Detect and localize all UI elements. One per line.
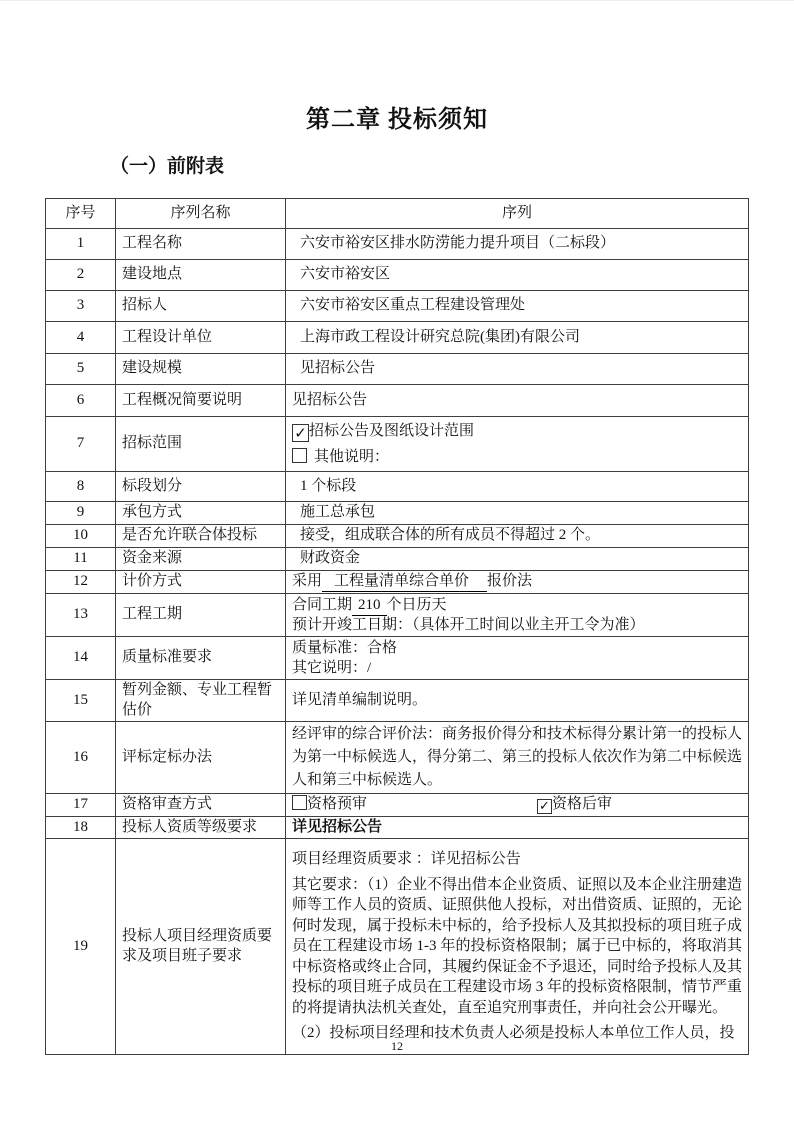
cell-name: 招标人 [116,291,286,322]
cell-no: 3 [46,291,116,322]
pm-qualification-line: 项目经理资质要求 ：详见招标公告 [292,851,521,868]
value-prefix: 合同工期 [292,597,353,613]
table-row-13 [46,594,749,637]
checkbox-unchecked-icon [292,448,307,463]
header-no: 序号 [46,199,116,229]
cell-value [286,417,749,472]
table-row-1 [46,229,749,260]
option-label: 招标公告及图纸设计范围 [309,423,475,439]
table-row-8 [46,472,749,502]
other-note-line: 其它说明：/ [292,660,372,676]
cell-name: 工程名称 [116,229,286,260]
option-label: 资格后审 [552,796,613,812]
cell-value: 财政资金 [286,548,749,571]
cell-value: 接受，组成联合体的所有成员不得超过 2 个。 [286,525,749,548]
cell-value: 见招标公告 [286,385,749,417]
table-row-9 [46,502,749,525]
cell-value: 见招标公告 [286,354,749,385]
table-row-11 [46,548,749,571]
cell-name: 标段划分 [116,472,286,502]
cell-no: 12 [46,570,116,594]
other-requirements-para: 其它要求：（1）企业不得出借本企业资质、证照以及本企业注册建造师等工作人员的资质、证照供他人投标，对出借资质、证照的，无论何时发现，属于投标未中标的，给予投标人及其拟投标的项目班子成员在工程建设市场 1-3 年的投标资格限制；属于已中标的，将取消其中标资格或终止合同，其履约保证金不予退还，同时给予投标人及其投标的项目班子成员在工程建设市场 3 年的投标资格限制，情节严重的将提请执法机关查处，直至追究刑事责任，并向社会公开曝光。 [292,876,743,1016]
checkbox-unchecked-icon [292,795,307,810]
cell-name: 工程设计单位 [116,322,286,354]
option-prequalification [292,795,537,815]
cell-no: 2 [46,260,116,291]
header-name: 序列名称 [116,199,286,229]
cell-no: 14 [46,637,116,680]
value-suffix: 报价法 [487,572,533,589]
cell-value: 六安市裕安区排水防涝能力提升项目（二标段） [286,229,749,260]
option-postqualification [537,795,612,815]
cell-no: 18 [46,816,116,839]
cell-name: 投标人项目经理资质要求及项目班子要求 [116,839,286,1055]
cell-no: 19 [46,839,116,1055]
cell-value: 1 个标段 [286,472,749,502]
cell-name: 计价方式 [116,570,286,594]
start-date-line: 预计开竣工日期：（具体开工时间以业主开工令为准） [292,617,645,633]
cell-value: 经评审的综合评价法：商务报价得分和技术标得分累计第一的投标人为第一中标候选人，得分第二、第三的投标人依次作为第二中标候选人和第三中标候选人。 [286,722,749,794]
table-header-row [46,199,749,229]
table-row-2 [46,260,749,291]
cell-value: 详见清单编制说明。 [286,680,749,722]
checkbox-checked-icon: ✓ [292,424,309,442]
cell-no: 16 [46,722,116,794]
option-unchecked-line [292,444,742,470]
table-row-14 [46,637,749,680]
table-row-17 [46,794,749,817]
cell-no: 15 [46,680,116,722]
requirement-2-para: （2）投标项目经理和技术负责人必须是投标人本单位工作人员，投 [292,1025,735,1042]
cell-no: 4 [46,322,116,354]
table-row-5 [46,354,749,385]
duration-line [292,595,742,615]
cell-value [286,570,749,594]
cell-name: 工程概况简要说明 [116,385,286,417]
cell-no: 17 [46,794,116,817]
cell-value: 详见招标公告 [286,816,749,839]
cell-value: 施工总承包 [286,502,749,525]
cell-name: 评标定标办法 [116,722,286,794]
quality-standard-line: 质量标准：合格 [292,640,398,656]
cell-value [286,637,749,680]
cell-no: 8 [46,472,116,502]
table-row-4 [46,322,749,354]
table-row-12 [46,570,749,594]
cell-value: 六安市裕安区 [286,260,749,291]
table-row-18 [46,816,749,839]
option-label: 其他说明： [314,449,390,465]
cell-name: 招标范围 [116,417,286,472]
cell-name: 投标人资质等级要求 [116,816,286,839]
value-suffix: 个日历天 [386,597,447,613]
underlined-blank: 工程量清单综合单价 [322,572,487,593]
page-number: 12 [391,1039,403,1053]
table-row-10 [46,525,749,548]
checkbox-checked-icon: ✓ [537,799,552,814]
chapter-title: 第二章 投标须知 [306,107,488,133]
cell-value [286,594,749,637]
value-prefix: 采用 [292,572,323,589]
cell-name: 工程工期 [116,594,286,637]
cell-name: 建设地点 [116,260,286,291]
cell-value: 六安市裕安区重点工程建设管理处 [286,291,749,322]
table-row-6 [46,385,749,417]
cell-no: 7 [46,417,116,472]
cell-name: 是否允许联合体投标 [116,525,286,548]
cell-value: 上海市政工程设计研究总院(集团)有限公司 [286,322,749,354]
cell-no: 9 [46,502,116,525]
table-row-16 [46,722,749,794]
cell-value [286,839,749,1055]
cell-name: 质量标准要求 [116,637,286,680]
table-row-3 [46,291,749,322]
cell-no: 1 [46,229,116,260]
cell-name: 建设规模 [116,354,286,385]
cell-no: 10 [46,525,116,548]
cell-name: 资格审查方式 [116,794,286,817]
underlined-blank: 210 [352,595,387,616]
header-value: 序列 [286,199,749,229]
cell-name: 承包方式 [116,502,286,525]
table-row-19 [46,839,749,1055]
option-label: 资格预审 [307,796,368,812]
section-heading: （一）前附表 [110,156,225,177]
cell-name: 暂列金额、专业工程暂估价 [116,680,286,722]
cell-value [286,794,749,817]
front-attached-table [45,198,749,1055]
cell-no: 11 [46,548,116,571]
cell-no: 13 [46,594,116,637]
cell-no: 6 [46,385,116,417]
option-checked-line [292,418,742,444]
table-row-15 [46,680,749,722]
cell-no: 5 [46,354,116,385]
table-row-7 [46,417,749,472]
cell-name: 资金来源 [116,548,286,571]
